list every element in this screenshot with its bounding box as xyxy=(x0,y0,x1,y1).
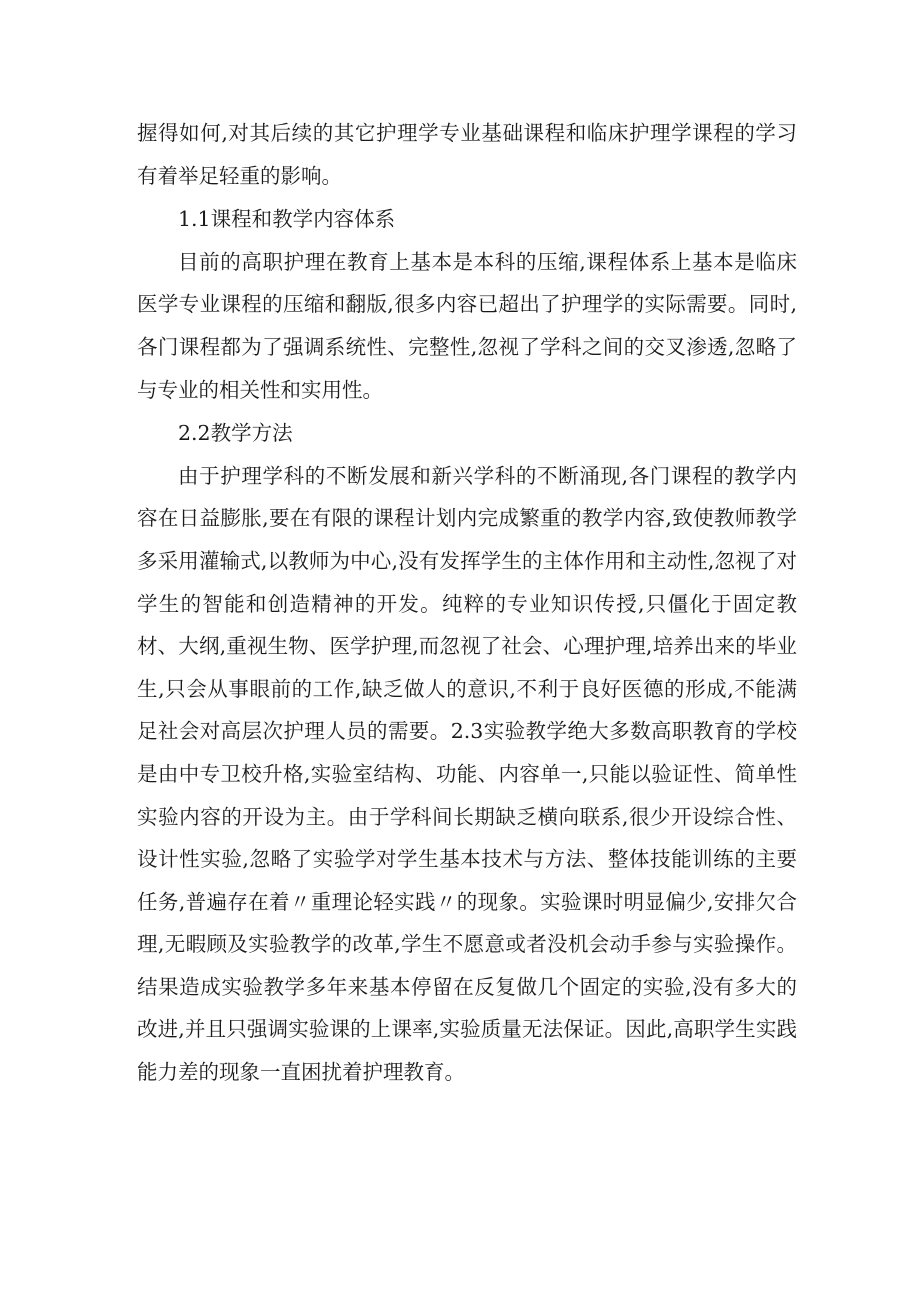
paragraph-curriculum: 目前的高职护理在教育上基本是本科的压缩,课程体系上基本是临床医学专业课程的压缩和翻版,很多内容已超出了护理学的实际需要。同时,各门课程都为了强调系统性、完整性,忽视了学科之间的交叉渗透,忽略了与专业的相关性和实用性。 xyxy=(137,249,797,402)
paragraph-teaching-methods: 由于护理学科的不断发展和新兴学科的不断涌现,各门课程的教学内容在日益膨胀,要在有限的课程计划内完成繁重的教学内容,致使教师教学多采用灌输式,以教师为中心,没有发挥学生的主体作用和主动性,忽视了对学生的智能和创造精神的开发。纯粹的专业知识传授,只僵化于固定教材、大纲,重视生物、医学护理,而忽视了社会、心理护理,培养出来的毕业生,只会从事眼前的工作,缺乏做人的意识,不利于良好医德的形成,不能满足社会对高层次护理人员的需要。2.3实验教学绝大多数高职教育的学校是由中专卫校升格,实验室结构、功能、内容单一,只能以验证性、简单性实验内容的开设为主。由于学科间长期缺乏横向联系,很少开设综合性、设计性实验,忽略了实验学对学生基本技术与方法、整体技能训练的主要任务,普遍存在着〃重理论轻实践〃的现象。实验课时明显偏少,安排欠合理,无暇顾及实验教学的改革,学生不愿意或者没机会动手参与实验操作。结果造成实验教学多年来基本停留在反复做几个固定的实验,没有多大的改进,并且只强调实验课的上课率,实验质量无法保证。因此,高职学生实践能力差的现象一直困扰着护理教育。 xyxy=(137,463,797,1085)
section-heading-2-2: 2.2教学方法 xyxy=(178,421,293,446)
section-heading-1-1: 1.1课程和教学内容体系 xyxy=(178,207,396,232)
document-body xyxy=(137,112,797,1094)
paragraph-continuation: 握得如何,对其后续的其它护理学专业基础课程和临床护理学课程的学习有着举足轻重的影响。 xyxy=(137,121,797,188)
